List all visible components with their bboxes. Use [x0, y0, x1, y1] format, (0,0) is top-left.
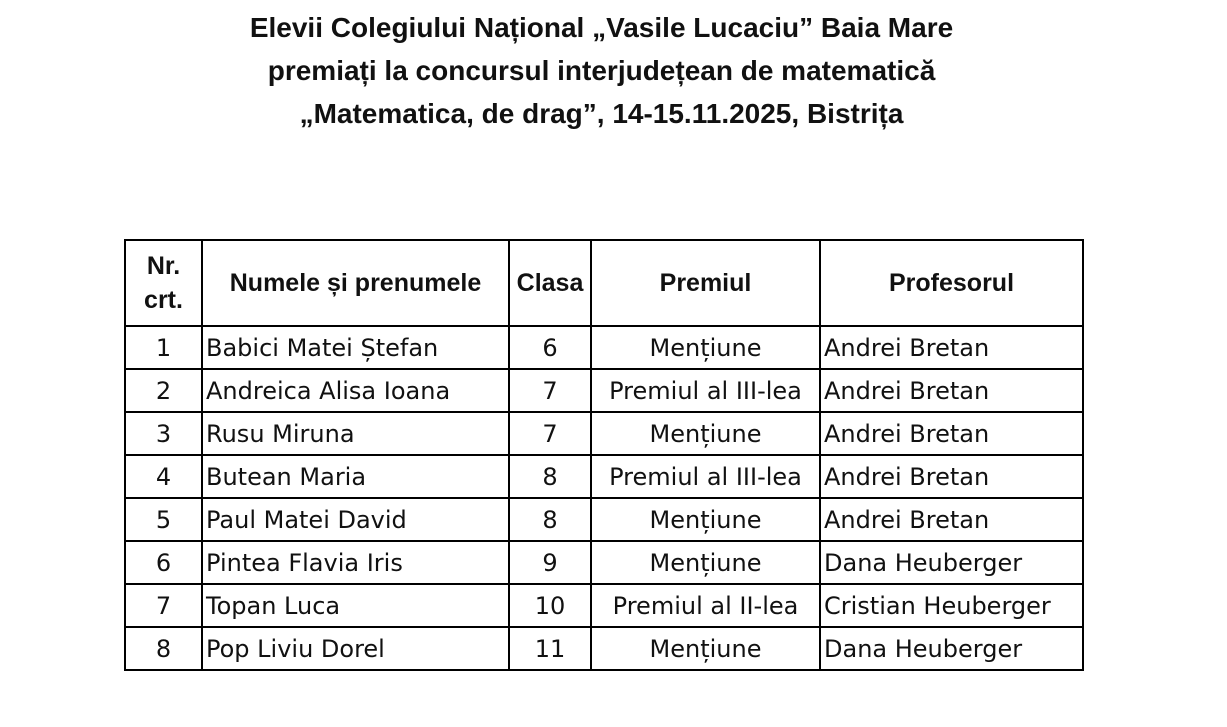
- results-table: [124, 239, 1084, 671]
- cell-class: 7: [509, 369, 591, 412]
- cell-class: 7: [509, 412, 591, 455]
- table-row: [125, 584, 1083, 627]
- cell-nr: 2: [125, 369, 202, 412]
- table-row: [125, 541, 1083, 584]
- cell-prize: Mențiune: [591, 412, 820, 455]
- cell-prize: Premiul al III-lea: [591, 369, 820, 412]
- cell-prize: Premiul al III-lea: [591, 455, 820, 498]
- cell-name: Rusu Miruna: [202, 412, 509, 455]
- cell-teacher: Andrei Bretan: [820, 455, 1083, 498]
- table-row: [125, 498, 1083, 541]
- cell-prize: Mențiune: [591, 498, 820, 541]
- cell-prize: Mențiune: [591, 541, 820, 584]
- cell-name: Paul Matei David: [202, 498, 509, 541]
- title-line-2: premiați la concursul interjudețean de matematică: [267, 55, 936, 86]
- header-name: Numele și prenumele: [202, 240, 509, 326]
- title-line-3: „Matematica, de drag”, 14-15.11.2025, Bistrița: [299, 98, 904, 129]
- cell-name: Pintea Flavia Iris: [202, 541, 509, 584]
- cell-name: Andreica Alisa Ioana: [202, 369, 509, 412]
- cell-name: Babici Matei Ștefan: [202, 326, 509, 369]
- cell-teacher: Dana Heuberger: [820, 541, 1083, 584]
- cell-nr: 3: [125, 412, 202, 455]
- cell-name: Topan Luca: [202, 584, 509, 627]
- cell-class: 8: [509, 455, 591, 498]
- cell-nr: 1: [125, 326, 202, 369]
- cell-nr: 8: [125, 627, 202, 670]
- header-nr-line-1: Nr.: [146, 252, 181, 280]
- cell-name: Butean Maria: [202, 455, 509, 498]
- cell-nr: 5: [125, 498, 202, 541]
- cell-name: Pop Liviu Dorel: [202, 627, 509, 670]
- page-title: [0, 6, 1203, 135]
- cell-class: 6: [509, 326, 591, 369]
- cell-teacher: Andrei Bretan: [820, 412, 1083, 455]
- cell-teacher: Andrei Bretan: [820, 498, 1083, 541]
- header-nr-line-2: crt.: [144, 286, 183, 314]
- header-teacher: Profesorul: [820, 240, 1083, 326]
- header-class: Clasa: [509, 240, 591, 326]
- cell-teacher: Cristian Heuberger: [820, 584, 1083, 627]
- cell-prize: Mențiune: [591, 627, 820, 670]
- table-row: [125, 455, 1083, 498]
- table-row: [125, 627, 1083, 670]
- cell-class: 8: [509, 498, 591, 541]
- table-row: [125, 326, 1083, 369]
- header-row: [125, 240, 1083, 326]
- cell-teacher: Andrei Bretan: [820, 326, 1083, 369]
- cell-nr: 6: [125, 541, 202, 584]
- table-body: [125, 326, 1083, 670]
- cell-teacher: Dana Heuberger: [820, 627, 1083, 670]
- header-nr: [125, 240, 202, 326]
- table-row: [125, 369, 1083, 412]
- cell-nr: 7: [125, 584, 202, 627]
- table-row: [125, 412, 1083, 455]
- cell-prize: Mențiune: [591, 326, 820, 369]
- cell-teacher: Andrei Bretan: [820, 369, 1083, 412]
- cell-prize: Premiul al II-lea: [591, 584, 820, 627]
- cell-nr: 4: [125, 455, 202, 498]
- cell-class: 9: [509, 541, 591, 584]
- cell-class: 11: [509, 627, 591, 670]
- title-line-1: Elevii Colegiului Național „Vasile Lucaciu” Baia Mare: [249, 12, 954, 43]
- header-prize: Premiul: [591, 240, 820, 326]
- cell-class: 10: [509, 584, 591, 627]
- table-header: [125, 240, 1083, 326]
